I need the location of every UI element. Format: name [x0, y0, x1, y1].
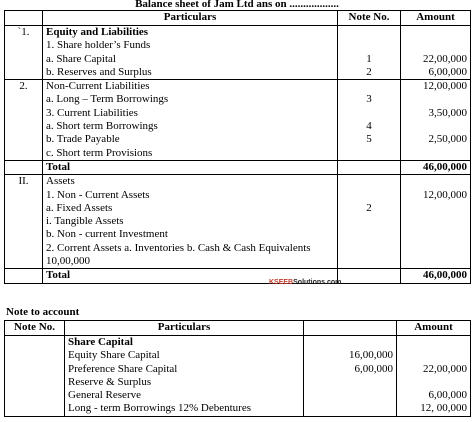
section-equity	[5, 26, 471, 80]
amount-cell	[404, 202, 467, 215]
amount-cell	[404, 120, 467, 133]
amount-cell: 3,50,000	[428, 106, 467, 119]
note-cell	[341, 26, 397, 39]
note-cell: 4	[366, 120, 372, 133]
total-blank	[5, 269, 43, 283]
amount-cell	[404, 175, 467, 188]
amount-cell: 22,00,000	[423, 362, 467, 375]
total-amount: 46,00,000	[401, 269, 471, 283]
note-cell: 2	[366, 65, 372, 78]
section-number: II.	[5, 175, 43, 269]
sub-amount-cell	[307, 336, 393, 349]
notes-body-row	[5, 336, 471, 417]
notes-header-row	[5, 321, 471, 336]
row-text: Non-Current Liabilities	[46, 80, 150, 93]
sub-amount-cell	[307, 389, 393, 402]
header-sub-amount	[304, 321, 397, 336]
amount-cell	[404, 39, 467, 52]
row-text: Assets	[46, 175, 75, 188]
total-amount: 46,00,000	[401, 160, 471, 174]
notes-amounts	[397, 336, 471, 417]
section-assets	[5, 175, 471, 269]
total-row	[5, 160, 471, 174]
note-cell	[341, 80, 397, 93]
page-title: Balance sheet of Jam Ltd ans on ..................	[135, 0, 339, 10]
row-text: Share Capital	[68, 336, 133, 348]
section-liabilities	[5, 80, 471, 161]
row-text: General Reserve	[68, 389, 141, 402]
header-particulars: Particulars	[65, 321, 304, 336]
amount-cell	[400, 376, 467, 389]
amount-cell	[404, 215, 467, 228]
note-cell	[341, 175, 397, 188]
row-text: a. Fixed Assets	[46, 201, 113, 214]
section-notes	[338, 80, 401, 161]
section-amounts	[401, 26, 471, 80]
amount-cell	[404, 228, 467, 241]
section-particulars	[43, 175, 338, 269]
section-notes	[338, 26, 401, 80]
total-note	[338, 269, 401, 283]
note-cell	[341, 39, 397, 52]
row-text: b. Trade Payable	[46, 133, 120, 146]
total-label: Total	[43, 269, 338, 283]
notes-table	[4, 320, 471, 417]
row-text: 1. Share holder’s Funds	[46, 39, 151, 52]
amount-cell: 6,00,000	[428, 65, 467, 78]
total-row	[5, 269, 471, 283]
amount-cell	[400, 349, 467, 362]
note-cell: 5	[366, 133, 372, 146]
header-note-no: Note No.	[5, 321, 65, 336]
amount-cell	[400, 336, 467, 349]
amount-cell: 12, 00,000	[420, 402, 467, 415]
amount-cell: 22,00,000	[423, 52, 467, 65]
total-label: Total	[43, 160, 338, 174]
row-text: Reserve & Surplus	[68, 375, 152, 388]
note-cell	[341, 147, 397, 160]
balance-sheet-table	[4, 10, 471, 284]
row-text: a. Long – Term Borrowings	[46, 93, 169, 106]
row-text: b. Reserves and Surplus	[46, 65, 152, 78]
note-cell: 1	[366, 52, 372, 65]
total-blank	[5, 160, 43, 174]
note-cell	[341, 228, 397, 241]
amount-cell	[404, 147, 467, 160]
section-particulars	[43, 26, 338, 80]
note-cell: 3	[366, 93, 372, 106]
note-cell	[341, 107, 397, 120]
watermark-logo	[269, 279, 341, 286]
sub-amount-cell: 16,00,000	[349, 349, 393, 362]
row-text: i. Tangible Assets	[46, 215, 124, 228]
section-notes	[338, 175, 401, 269]
section-number: 2.	[5, 80, 43, 161]
header-blank	[5, 11, 43, 26]
row-text: a. Share Capital	[46, 52, 116, 65]
row-text: 2. Corrent Assets a. Inventories b. Cash & Cash Equivalents	[46, 241, 311, 254]
amount-cell: 12,00,000	[423, 188, 467, 201]
notes-sub-amounts	[304, 336, 397, 417]
watermark-prefix: KSEEB	[269, 279, 294, 286]
note-cell	[341, 215, 397, 228]
total-note	[338, 160, 401, 174]
section-amounts	[401, 80, 471, 161]
section-amounts	[401, 175, 471, 269]
row-text: a. Short term Borrowings	[46, 120, 158, 133]
row-text: 3. Current Liabilities	[46, 106, 138, 119]
section-particulars	[43, 80, 338, 161]
header-amount: Amount	[397, 321, 471, 336]
note-number-cell	[5, 336, 65, 417]
sub-amount-cell	[307, 402, 393, 415]
row-text: Preference Share Capital	[68, 362, 178, 375]
row-text: 10,00,000	[46, 255, 90, 268]
amount-cell	[404, 242, 467, 255]
watermark-suffix: Solutions.com	[293, 279, 342, 286]
row-text: 1. Non - Current Assets	[46, 188, 150, 201]
row-text: c. Short term Provisions	[46, 146, 153, 159]
notes-heading: Note to account	[6, 306, 80, 318]
amount-cell: 2,50,000	[428, 133, 467, 146]
row-text: Equity Share Capital	[68, 349, 160, 362]
row-text: b. Non - current Investment	[46, 228, 168, 241]
header-row	[5, 11, 471, 26]
note-cell	[341, 242, 397, 255]
header-particulars: Particulars	[43, 11, 338, 26]
sub-amount-cell	[307, 376, 393, 389]
note-cell	[341, 255, 397, 268]
header-note-no: Note No.	[338, 11, 401, 26]
notes-particulars	[65, 336, 304, 417]
row-text: Equity and Liabilities	[46, 26, 149, 38]
amount-cell: 12,00,000	[423, 80, 467, 93]
note-cell	[341, 189, 397, 202]
row-text: Long - term Borrowings 12% Debentures	[68, 402, 251, 415]
header-amount: Amount	[401, 11, 471, 26]
sub-amount-cell: 6,00,000	[354, 362, 393, 375]
note-cell: 2	[366, 201, 372, 214]
amount-cell: 6,00,000	[428, 389, 467, 402]
section-number: `1.	[5, 26, 43, 80]
amount-cell	[404, 93, 467, 106]
amount-cell	[404, 255, 467, 268]
amount-cell	[404, 26, 467, 39]
